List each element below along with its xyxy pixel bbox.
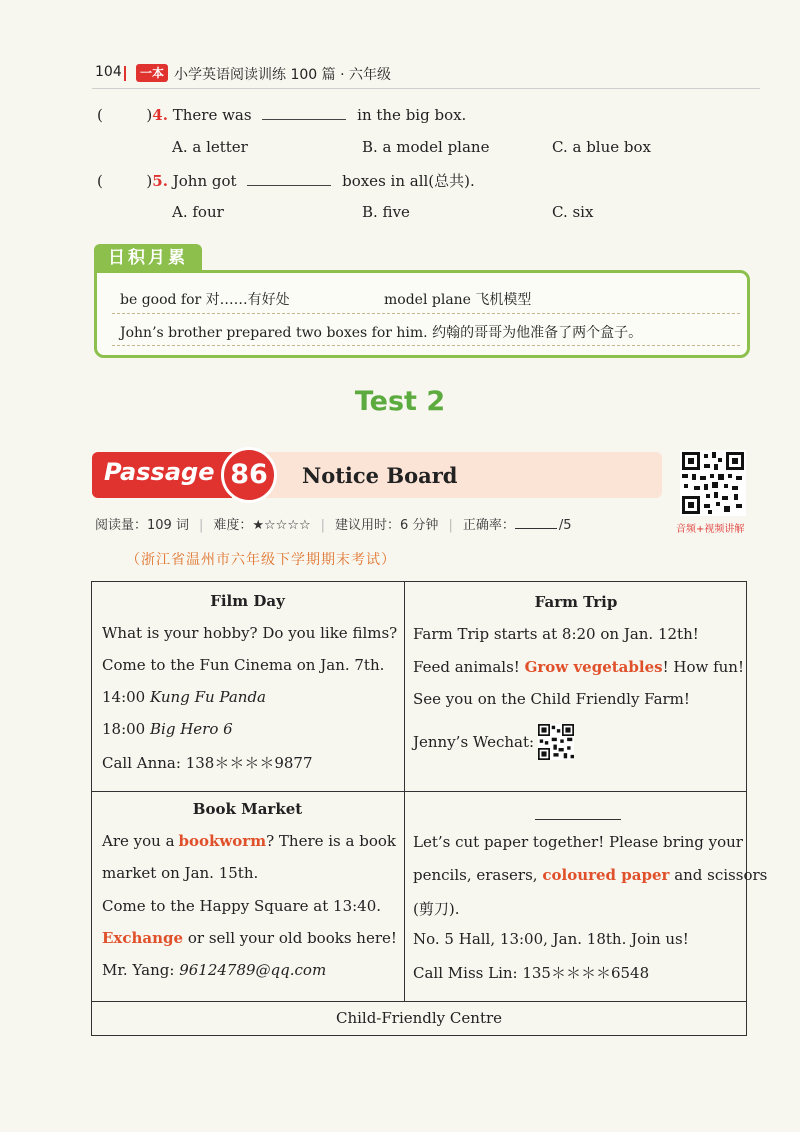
vocab-item: model plane 飞机模型	[384, 292, 532, 308]
accumulation-title: 日积月累	[94, 244, 202, 272]
answer-paren-close: )	[146, 172, 153, 190]
passage-label: Passage	[104, 458, 215, 486]
option-c: C. a blue box	[552, 138, 651, 156]
question-number: 4.	[152, 106, 168, 124]
option-a: A. four	[172, 203, 224, 221]
suggested-time: 建议用时：6 分钟	[335, 518, 439, 533]
header-divider	[92, 88, 760, 89]
film-day-title: Film Day	[210, 592, 285, 610]
accuracy-total: /5	[558, 518, 572, 533]
difficulty-stars: ★☆☆☆☆	[252, 518, 311, 533]
farm-line: See you on the Child Friendly Farm!	[413, 690, 690, 708]
paper-line	[413, 833, 743, 851]
paper-contact: Call Miss Lin: 135＊＊＊＊6548	[413, 964, 650, 982]
qr-code-icon[interactable]	[680, 450, 746, 516]
farm-text: Feed animals!	[413, 658, 520, 676]
book-text: or sell your old books here!	[187, 929, 397, 947]
question-4	[97, 105, 466, 124]
film-time: 14:00	[102, 688, 146, 706]
header-separator	[124, 66, 126, 81]
film-showing	[102, 720, 233, 738]
question-blank	[262, 105, 346, 120]
farm-trip-title: Farm Trip	[534, 593, 618, 611]
book-text: ? There is a book	[266, 832, 396, 850]
option-a: A. a letter	[172, 138, 248, 156]
test-title: Test 2	[354, 386, 446, 417]
book-line	[102, 929, 397, 947]
film-name: Kung Fu Panda	[150, 688, 266, 706]
highlighted-phrase: Grow vegetables	[524, 658, 663, 676]
wechat-qr-icon[interactable]	[538, 724, 574, 760]
word-count: 阅读量：109 词	[95, 518, 189, 533]
farm-line: Farm Trip starts at 8:20 on Jan. 12th!	[413, 625, 699, 643]
passage-meta: 阅读量：109 词 | 难度：★☆☆☆☆ | 建议用时：6 分钟 | 正确率： /5	[95, 518, 572, 533]
question-blank	[247, 171, 331, 186]
board-horizontal-divider	[91, 791, 747, 792]
email-link[interactable]: 96124789@qq.com	[179, 961, 327, 979]
dashed-divider	[112, 313, 740, 315]
film-showing	[102, 688, 266, 706]
passage-number-badge: 86	[221, 447, 277, 503]
question-number: 5.	[152, 172, 168, 190]
passage-title: Notice Board	[302, 463, 458, 488]
board-footer: Child-Friendly Centre	[335, 1009, 503, 1027]
book-line: Come to the Happy Square at 13:40.	[102, 897, 382, 915]
accuracy-label: 正确率：	[462, 518, 515, 533]
question-text-before: John got	[172, 172, 237, 190]
book-title: 小学英语阅读训练 100 篇 · 六年级	[174, 67, 391, 83]
book-line: market on Jan. 15th.	[102, 864, 259, 882]
answer-paren-open: (	[97, 106, 103, 124]
option-b: B. five	[362, 203, 410, 221]
highlighted-phrase: coloured paper	[542, 866, 670, 884]
film-name: Big Hero 6	[150, 720, 233, 738]
question-text-after: boxes in all(总共).	[342, 172, 475, 190]
question-text-before: There was	[172, 106, 252, 124]
vocab-item: be good for 对……有好处	[120, 292, 290, 308]
paper-line: No. 5 Hall, 13:00, Jan. 18th. Join us!	[413, 930, 689, 948]
option-b: B. a model plane	[362, 138, 490, 156]
film-line: Come to the Fun Cinema on Jan. 7th.	[102, 656, 385, 674]
paper-text: pencils, erasers,	[413, 866, 538, 884]
farm-wechat-label: Jenny’s Wechat:	[413, 733, 535, 751]
question-text-after: in the big box.	[357, 106, 467, 124]
qr-caption: 音频+视频讲解	[676, 524, 745, 535]
book-contact-name: Mr. Yang:	[102, 961, 175, 979]
answer-paren-open: (	[97, 172, 103, 190]
book-contact	[102, 961, 326, 979]
highlighted-phrase: bookworm	[178, 832, 267, 850]
paper-text: and scissors	[674, 866, 768, 884]
paper-line	[413, 866, 767, 884]
highlighted-phrase: Exchange	[102, 929, 184, 947]
book-market-title: Book Market	[192, 800, 303, 818]
farm-line	[413, 658, 744, 676]
film-contact: Call Anna: 138＊＊＊＊9877	[102, 754, 313, 772]
accuracy-blank[interactable]	[515, 528, 557, 529]
answer-paren-close: )	[146, 106, 153, 124]
film-time: 18:00	[102, 720, 146, 738]
difficulty-label: 难度：	[213, 518, 253, 533]
source-note: （浙江省温州市六年级下学期期末考试）	[126, 552, 396, 568]
book-line	[102, 832, 396, 850]
film-line: What is your hobby? Do you like films?	[102, 624, 398, 642]
paper-text: Let’s cut paper together! Please bring your	[413, 833, 743, 851]
farm-text: ! How fun!	[662, 658, 744, 676]
page-number: 104	[95, 64, 122, 80]
option-c: C. six	[552, 203, 594, 221]
book-text: Are you a	[102, 832, 175, 850]
dashed-divider	[112, 345, 740, 347]
missing-title-blank[interactable]	[535, 819, 621, 820]
publisher-logo: 一本	[136, 64, 168, 82]
paper-line: (剪刀).	[413, 900, 460, 918]
question-5	[97, 170, 475, 191]
board-footer-divider	[91, 1001, 747, 1002]
example-sentence: John’s brother prepared two boxes for him. 约翰的哥哥为他准备了两个盒子。	[120, 325, 643, 341]
